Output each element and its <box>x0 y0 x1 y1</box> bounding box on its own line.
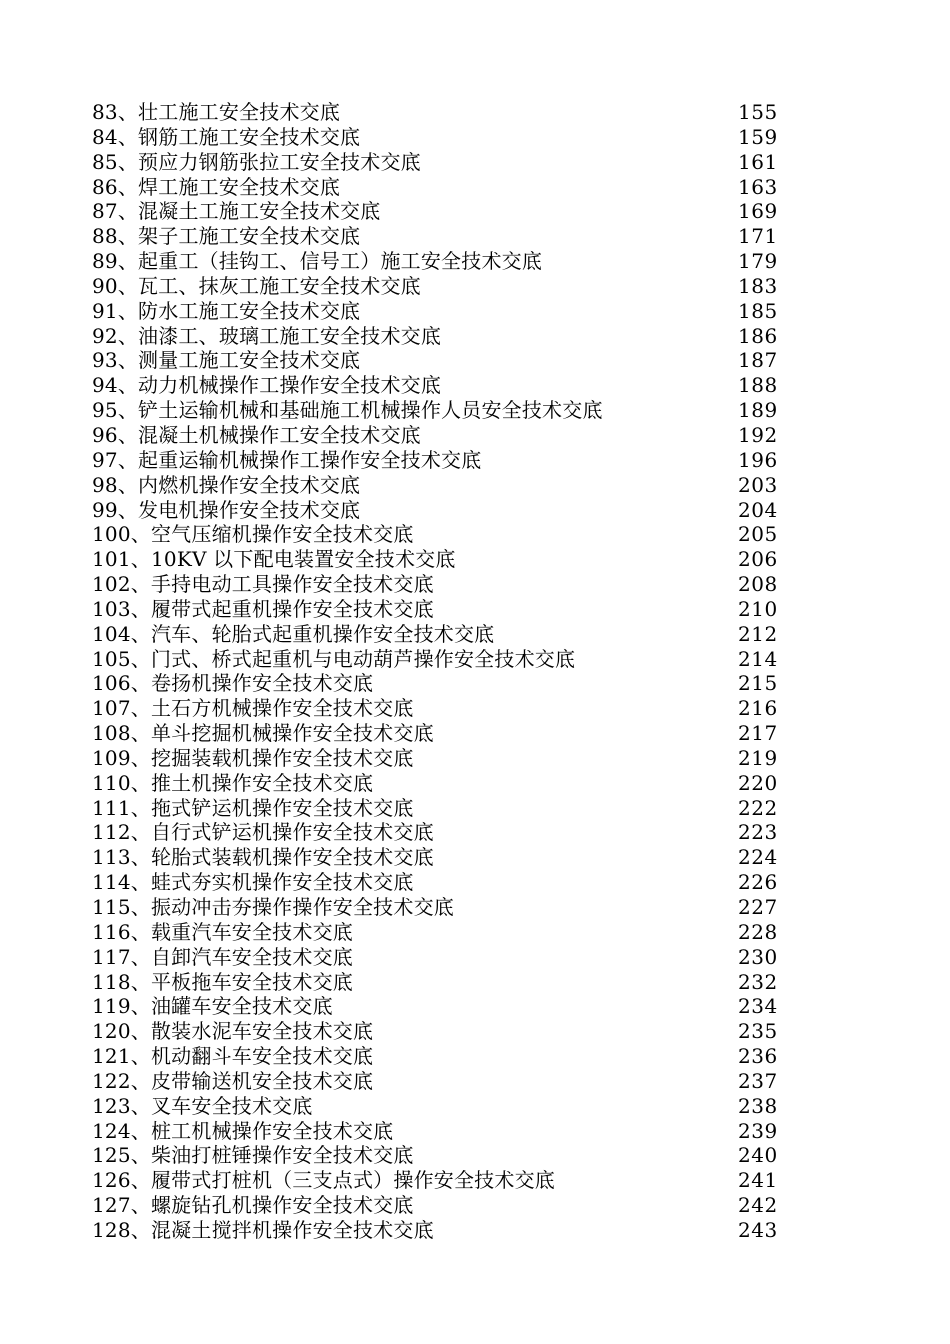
toc-page-number: 171 <box>738 224 778 249</box>
toc-page-number: 210 <box>738 596 778 621</box>
toc-entry[interactable] <box>92 845 782 870</box>
toc-entry[interactable] <box>92 175 782 200</box>
toc-entry[interactable] <box>92 870 782 895</box>
toc-entry-title: 95、铲土运输机械和基础施工机械操作人员安全技术交底 <box>92 398 603 423</box>
toc-entry-title: 94、动力机械操作工操作安全技术交底 <box>92 373 442 398</box>
toc-entry[interactable] <box>92 348 782 373</box>
toc-page-number: 243 <box>738 1217 778 1242</box>
toc-page-number: 196 <box>738 447 778 472</box>
toc-entry[interactable] <box>92 572 782 597</box>
toc-page-number: 214 <box>738 646 778 671</box>
toc-page-number: 234 <box>738 994 778 1019</box>
toc-page-number: 241 <box>738 1168 778 1193</box>
toc-entry-title: 100、空气压缩机操作安全技术交底 <box>92 522 414 547</box>
toc-entry-title: 127、螺旋钻孔机操作安全技术交底 <box>92 1193 414 1218</box>
toc-entry[interactable] <box>92 622 782 647</box>
toc-entry-title: 89、起重工（挂钩工、信号工）施工安全技术交底 <box>92 249 543 274</box>
toc-entry-title: 117、自卸汽车安全技术交底 <box>92 944 353 969</box>
toc-entry[interactable] <box>92 299 782 324</box>
toc-entry[interactable] <box>92 994 782 1019</box>
toc-page-number: 240 <box>738 1143 778 1168</box>
toc-page-number: 236 <box>738 1044 778 1069</box>
toc-entry[interactable] <box>92 125 782 150</box>
toc-entry[interactable] <box>92 820 782 845</box>
toc-page-number: 185 <box>738 298 778 323</box>
toc-entry[interactable] <box>92 1119 782 1144</box>
toc-page-number: 187 <box>738 348 778 373</box>
toc-entry-title: 84、钢筋工施工安全技术交底 <box>92 124 361 149</box>
toc-entry-title: 86、焊工施工安全技术交底 <box>92 174 341 199</box>
toc-page-number: 189 <box>738 398 778 423</box>
toc-entry[interactable] <box>92 771 782 796</box>
toc-entry-title: 92、油漆工、玻璃工施工安全技术交底 <box>92 323 442 348</box>
toc-entry-title: 112、自行式铲运机操作安全技术交底 <box>92 820 434 845</box>
toc-entry-title: 93、测量工施工安全技术交底 <box>92 348 361 373</box>
toc-entry[interactable] <box>92 1069 782 1094</box>
toc-page-number: 230 <box>738 944 778 969</box>
toc-entry[interactable] <box>92 1193 782 1218</box>
toc-entry[interactable] <box>92 671 782 696</box>
toc-entry[interactable] <box>92 796 782 821</box>
toc-page-number: 215 <box>738 671 778 696</box>
toc-page-number: 222 <box>738 795 778 820</box>
toc-page-number: 239 <box>738 1118 778 1143</box>
toc-entry-title: 105、门式、桥式起重机与电动葫芦操作安全技术交底 <box>92 646 576 671</box>
toc-page-number: 227 <box>738 895 778 919</box>
toc-entry-title: 101、10KV 以下配电装置安全技术交底 <box>92 547 456 572</box>
toc-page-number: 238 <box>738 1093 778 1118</box>
toc-entry-title: 88、架子工施工安全技术交底 <box>92 224 361 249</box>
toc-entry-title: 109、挖掘装载机操作安全技术交底 <box>92 745 414 770</box>
toc-entry-title: 116、载重汽车安全技术交底 <box>92 919 353 944</box>
toc-entry[interactable] <box>92 224 782 249</box>
toc-entry-title: 99、发电机操作安全技术交底 <box>92 497 361 522</box>
toc-page-number: 204 <box>738 497 778 522</box>
toc-entry[interactable] <box>92 647 782 672</box>
toc-page-number: 226 <box>738 870 778 895</box>
toc-page-number: 186 <box>738 323 778 348</box>
toc-entry[interactable] <box>92 547 782 572</box>
toc-page-number: 205 <box>738 522 778 547</box>
toc-page-number: 161 <box>738 149 778 174</box>
toc-entry-title: 104、汽车、轮胎式起重机操作安全技术交底 <box>92 621 495 646</box>
toc-entry[interactable] <box>92 423 782 448</box>
toc-entry-title: 102、手持电动工具操作安全技术交底 <box>92 572 434 597</box>
toc-page-number: 169 <box>738 199 778 224</box>
toc-entry[interactable] <box>92 473 782 498</box>
toc-entry[interactable] <box>92 1168 782 1193</box>
toc-entry[interactable] <box>92 746 782 771</box>
toc-entry[interactable] <box>92 100 782 125</box>
toc-entry[interactable] <box>92 970 782 995</box>
toc-entry-title: 96、混凝土机械操作工安全技术交底 <box>92 422 421 447</box>
toc-entry-title: 118、平板拖车安全技术交底 <box>92 969 353 994</box>
toc-entry-title: 87、混凝土工施工安全技术交底 <box>92 199 381 224</box>
toc-entry[interactable] <box>92 721 782 746</box>
toc-entry-title: 121、机动翻斗车安全技术交底 <box>92 1044 374 1069</box>
toc-entry[interactable] <box>92 1143 782 1168</box>
toc-entry[interactable] <box>92 498 782 523</box>
toc-page-number: 203 <box>738 472 778 497</box>
toc-entry-title: 106、卷扬机操作安全技术交底 <box>92 671 374 696</box>
toc-page-number: 219 <box>738 745 778 770</box>
toc-entry[interactable] <box>92 945 782 970</box>
table-of-contents <box>92 100 782 1243</box>
toc-entry[interactable] <box>92 199 782 224</box>
toc-entry[interactable] <box>92 448 782 473</box>
toc-entry-title: 120、散装水泥车安全技术交底 <box>92 1019 374 1044</box>
toc-page-number: 235 <box>738 1019 778 1044</box>
toc-entry-title: 107、土石方机械操作安全技术交底 <box>92 696 414 721</box>
toc-page-number: 159 <box>738 124 778 149</box>
toc-page-number: 188 <box>738 373 778 398</box>
toc-entry-title: 123、叉车安全技术交底 <box>92 1093 313 1118</box>
toc-entry-title: 108、单斗挖掘机械操作安全技术交底 <box>92 721 434 746</box>
toc-page-number: 212 <box>738 621 778 646</box>
toc-page-number: 179 <box>738 249 778 274</box>
toc-entry[interactable] <box>92 696 782 721</box>
toc-page-number: 242 <box>738 1193 778 1218</box>
toc-entry-title: 97、起重运输机械操作工操作安全技术交底 <box>92 447 482 472</box>
toc-page-number: 220 <box>738 770 778 795</box>
toc-entry[interactable] <box>92 373 782 398</box>
toc-page-number: 232 <box>738 969 778 994</box>
toc-entry[interactable] <box>92 1218 782 1243</box>
toc-entry-title: 115、振动冲击夯操作操作安全技术交底 <box>92 895 454 919</box>
toc-entry-title: 126、履带式打桩机（三支点式）操作安全技术交底 <box>92 1168 555 1193</box>
toc-entry[interactable] <box>92 1019 782 1044</box>
toc-entry-title: 85、预应力钢筋张拉工安全技术交底 <box>92 149 421 174</box>
toc-entry-title: 119、油罐车安全技术交底 <box>92 994 333 1019</box>
toc-entry-title: 110、推土机操作安全技术交底 <box>92 770 374 795</box>
toc-page-number: 237 <box>738 1068 778 1093</box>
toc-entry[interactable] <box>92 274 782 299</box>
toc-page-number: 228 <box>738 919 778 944</box>
toc-entry-title: 122、皮带输送机安全技术交底 <box>92 1068 374 1093</box>
toc-page-number: 155 <box>738 100 778 124</box>
toc-entry-title: 113、轮胎式装载机操作安全技术交底 <box>92 845 434 870</box>
toc-page-number: 224 <box>738 845 778 870</box>
toc-entry[interactable] <box>92 1044 782 1069</box>
toc-page-number: 216 <box>738 696 778 721</box>
toc-entry-title: 103、履带式起重机操作安全技术交底 <box>92 596 434 621</box>
toc-entry[interactable] <box>92 398 782 423</box>
toc-entry[interactable] <box>92 597 782 622</box>
toc-page-number: 183 <box>738 273 778 298</box>
toc-entry[interactable] <box>92 249 782 274</box>
toc-entry[interactable] <box>92 1094 782 1119</box>
toc-page-number: 223 <box>738 820 778 845</box>
toc-entry[interactable] <box>92 920 782 945</box>
toc-entry-title: 124、桩工机械操作安全技术交底 <box>92 1118 394 1143</box>
toc-entry-title: 90、瓦工、抹灰工施工安全技术交底 <box>92 273 421 298</box>
toc-entry[interactable] <box>92 150 782 175</box>
toc-entry[interactable] <box>92 324 782 349</box>
toc-entry-title: 114、蛙式夯实机操作安全技术交底 <box>92 870 414 895</box>
toc-entry-title: 125、柴油打桩锤操作安全技术交底 <box>92 1143 414 1168</box>
toc-entry-title: 111、拖式铲运机操作安全技术交底 <box>92 795 414 820</box>
toc-page-number: 163 <box>738 174 778 199</box>
toc-entry[interactable] <box>92 895 782 920</box>
toc-page-number: 192 <box>738 422 778 447</box>
toc-entry-title: 128、混凝土搅拌机操作安全技术交底 <box>92 1217 434 1242</box>
toc-page-number: 206 <box>738 547 778 572</box>
toc-entry-title: 98、内燃机操作安全技术交底 <box>92 472 361 497</box>
toc-page-number: 217 <box>738 721 778 746</box>
toc-entry-title: 83、壮工施工安全技术交底 <box>92 100 341 124</box>
toc-page-number: 208 <box>738 572 778 597</box>
toc-entry-title: 91、防水工施工安全技术交底 <box>92 298 361 323</box>
toc-entry[interactable] <box>92 522 782 547</box>
